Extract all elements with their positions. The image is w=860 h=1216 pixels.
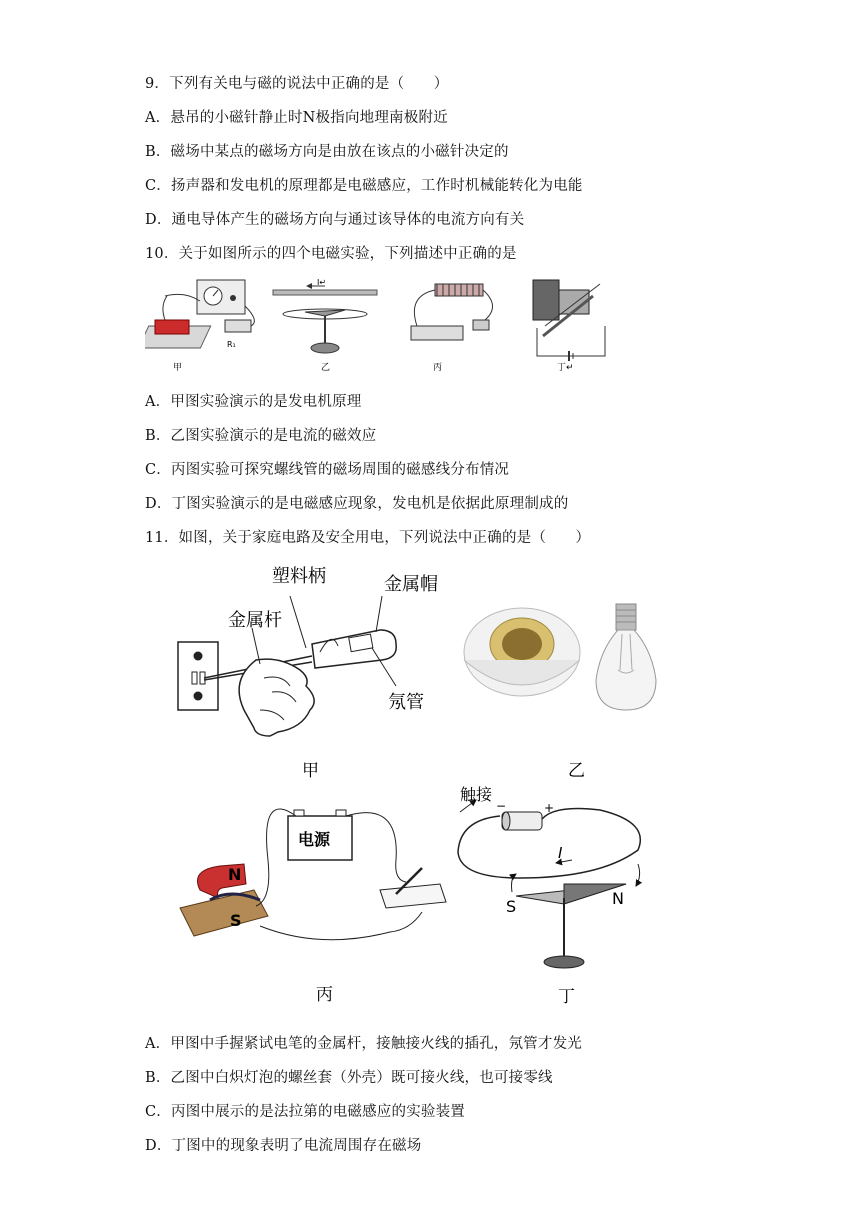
q11-label-bing: 丙 (316, 985, 333, 1005)
q10-current-label: I↵ (317, 278, 327, 287)
ding-n-label: N (612, 889, 624, 908)
q10-option-c: C．丙图实验可探究螺线管的磁场周围的磁感线分布情况 (145, 462, 510, 478)
touch-label: 触接 (460, 785, 493, 804)
q9-option-a: A．悬吊的小磁针静止时N极指向地理南极附近 (145, 110, 448, 126)
ding-current-label: I (558, 844, 563, 862)
q11-fig-bing (180, 809, 446, 1005)
q11-label-jia: 甲 (302, 761, 319, 781)
q10-stem: 10．关于如图所示的四个电磁实验，下列描述中正确的是 (145, 246, 517, 262)
neon-tube-label: 氖管 (388, 692, 424, 713)
q11-fig-ding (458, 785, 640, 1007)
q10-label-ding: 丁↵ (557, 363, 574, 372)
ding-s-label: S (506, 897, 517, 916)
q11-label-yi: 乙 (568, 761, 585, 781)
q11-fig-yi (464, 604, 656, 781)
q10-option-a: A．甲图实验演示的是发电机原理 (145, 394, 362, 410)
q10-label-jia: 甲 (173, 363, 183, 372)
bing-s-label: S (230, 911, 242, 930)
minus-label: − (496, 799, 507, 813)
q11-option-a: A．甲图中手握紧试电笔的金属杆，接触接火线的插孔，氖管才发光 (145, 1036, 582, 1052)
q11-option-d: D．丁图中的现象表明了电流周围存在磁场 (145, 1138, 422, 1154)
r1-label: R₁ (227, 340, 236, 349)
q10-option-d: D．丁图实验演示的是电磁感应现象，发电机是依据此原理制成的 (145, 496, 569, 512)
q10-fig-ding (533, 280, 605, 372)
q9-option-b: B．磁场中某点的磁场方向是由放在该点的小磁针决定的 (145, 144, 509, 160)
bing-n-label: N (228, 865, 242, 884)
q10-label-yi: 乙 (321, 363, 331, 372)
power-label: 电源 (298, 830, 331, 849)
metal-cap-label: 金属帽 (384, 574, 438, 595)
q11-stem: 11．如图，关于家庭电路及安全用电，下列说法中正确的是（ ） (145, 530, 591, 546)
q11-label-ding: 丁 (558, 987, 575, 1007)
q11-fig-jia (178, 566, 438, 781)
q10-option-b: B．乙图实验演示的是电流的磁效应 (145, 428, 377, 444)
q9-stem: 9．下列有关电与磁的说法中正确的是（ ） (145, 76, 449, 92)
q9-option-d: D．通电导体产生的磁场方向与通过该导体的电流方向有关 (145, 212, 525, 228)
plastic-handle-label: 塑料柄 (272, 566, 326, 587)
q11-option-c: C．丙图中展示的是法拉第的电磁感应的实验装置 (145, 1104, 465, 1120)
q9-option-c: C．扬声器和发电机的原理都是电磁感应，工作时机械能转化为电能 (145, 178, 583, 194)
q10-fig-jia (145, 280, 254, 372)
q10-figure (145, 276, 615, 372)
q11-option-b: B．乙图中白炽灯泡的螺丝套（外壳）既可接火线，也可接零线 (145, 1070, 553, 1086)
metal-rod-label: 金属杆 (228, 610, 282, 631)
q10-fig-bing (411, 284, 493, 372)
plus-label: + (544, 801, 555, 815)
q11-figure (160, 560, 660, 1010)
q10-fig-yi (273, 278, 377, 372)
q10-label-bing: 丙 (433, 363, 443, 372)
